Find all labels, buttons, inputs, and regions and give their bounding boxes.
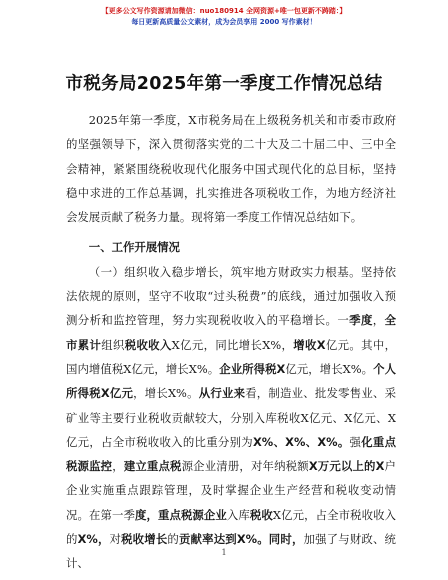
page-number: 1 [221,548,227,557]
bold-run: 税收增长 [121,532,168,547]
revenue-paragraph [66,260,396,576]
text-run: 强 [349,434,362,449]
text-run: 户企业实施重点跟踪管理，及时掌握企业生产经营和税收变动情况。在第一季 [66,459,396,522]
text-run: ，增长X%。 [133,386,199,401]
text-run: X亿元，同比增长X%， [171,337,294,352]
promo-banner [0,6,448,28]
text-run: ， [372,313,385,328]
bold-run: X%， [77,532,110,547]
bold-run: 季度 [349,313,373,328]
bold-run: 企业所得税X [219,361,286,376]
document-body [66,108,396,576]
text-run: 的 [167,532,179,547]
intro-paragraph: 2025年第一季度，X市税务局在上级税务机关和市委市政府的坚强领导下，深入贯彻落实党的二十大及二十届二中、三中全会精神，紧紧围绕税收现代化服务中国式现代化的总目标，坚持稳中求进的工作总基调，扎实推进各项税收工作，为地方经济社会发展贡献了税务力量。现将第一季度工作情况总结如下。 [66,113,396,225]
bold-run: 从行业来 [198,386,246,401]
document-title: 市税务局2025年第一季度工作情况总结 [65,74,383,94]
text-run: 组织 [101,337,125,352]
text-run: （一）组织收入稳步增长，筑牢地方财政实力根基。坚持依法依规的原则，坚守不收取“过头税费”的底线，通过加强收入预测分析和监控管理，努力实现税收收入的平稳增长。一 [66,264,396,328]
text-run: 入库 [226,507,250,522]
text-run: 亿元。其中，国内增值税X亿元，增长X%。 [66,337,396,376]
bold-run: X%、X%、X%。 [252,434,350,449]
bold-run: 税收收入 [124,337,172,352]
bold-run: 增收X [293,337,326,352]
promo-banner-line-1: 【更多公文写作资源请加微信：nuo180914 全网资源+唯一包更新不踌踏：】 [101,7,347,15]
bold-run: 度，重点税源企业 [134,507,227,522]
bold-run: 建立重点税 [123,459,182,474]
bold-run: 贡献率达到X%。同时， [178,532,304,547]
text-run: 源企业清册，对年纳税额 [181,459,309,474]
promo-banner-line-2: 每日更新高质量公文素材，成为会员享用 2000 写作素材！ [131,18,317,26]
bold-run: 化重点税源监控 [66,434,396,474]
bold-run: 全市累计 [66,313,396,352]
bold-run: 个人所得税X亿元 [66,361,396,401]
text-run: ， [112,459,124,474]
text-run: 加强了与财政、统计、 [66,532,396,571]
text-run: X亿元，占全市税收收入的 [66,507,396,547]
section-heading: 一、工作开展情况 [88,240,180,255]
bold-run: 税收 [249,507,273,522]
text-run: 看，制造业、批发零售业、采矿业等主要行业税收贡献较大，分别入库税收X亿元、X亿元、X亿元，占全市税收收入的比重分别为 [66,386,396,449]
text-run: 亿元，增长X%。 [285,361,374,376]
text-run: 对 [109,532,122,547]
bold-run: X万元以上的X [308,459,385,474]
